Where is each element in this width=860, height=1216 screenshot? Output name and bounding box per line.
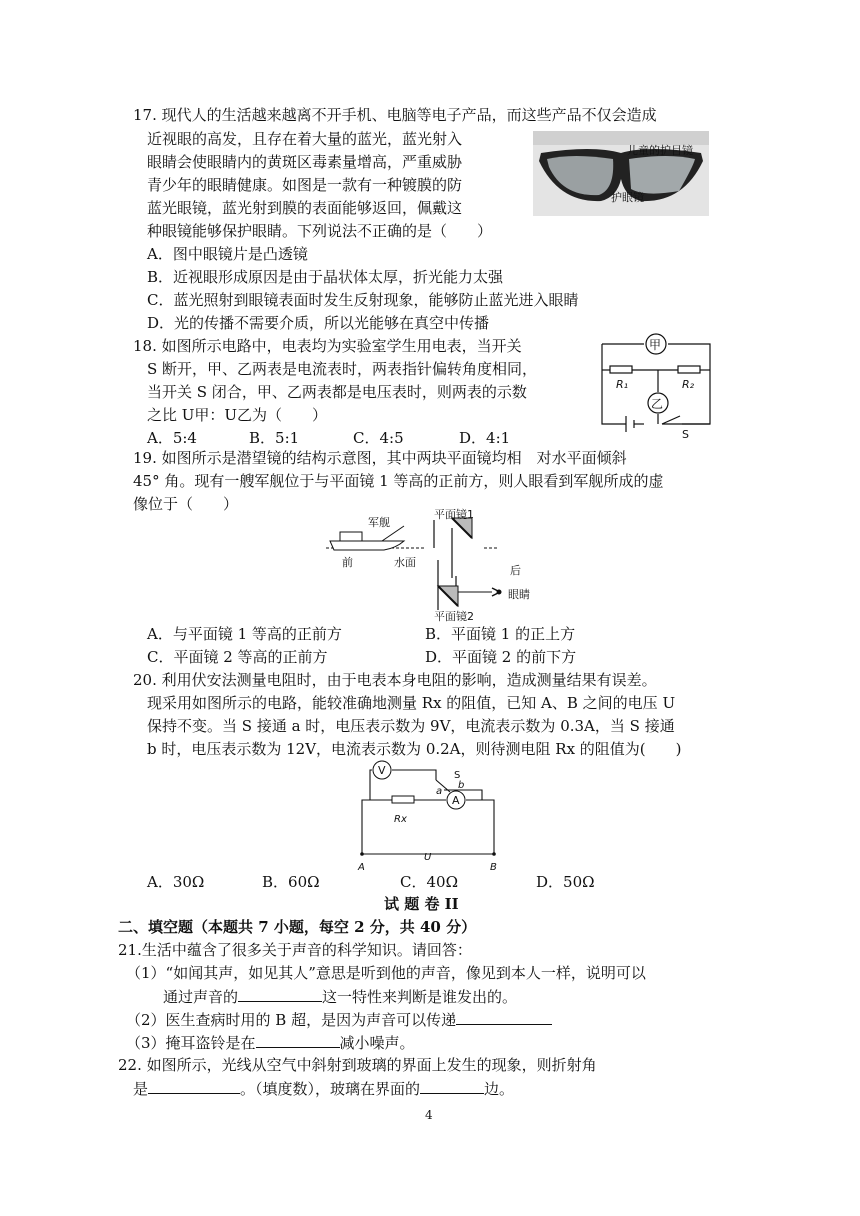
q21-sub-1a: （1）“如闻其声，如见其人”意思是听到他的声音，像见到本人一样，说明可以 <box>126 964 646 982</box>
q18-option-a: A．5:4 <box>147 429 197 447</box>
eye-icon <box>492 588 502 596</box>
svg-text:V: V <box>378 764 386 777</box>
ammeter-jia <box>646 334 666 354</box>
ship-label: 军舰 <box>368 516 390 529</box>
q18-circuit-diagram <box>592 332 722 442</box>
q20-option-a: A．30Ω <box>147 873 205 891</box>
q22-line-1: 22. 如图所示，光线从空气中斜射到玻璃的界面上发生的现象，则折射角 <box>118 1056 597 1074</box>
q18-line-2: S 断开，甲、乙两表是电流表时，两表指针偏转角度相同， <box>147 360 538 378</box>
rx-label: Rx <box>394 814 407 825</box>
resistor-rx <box>392 796 414 803</box>
q17-line-1: 17. 现代人的生活越来越离不开手机、电脑等电子产品，而这些产品不仅会造成 <box>133 106 657 124</box>
q18-line-3: 当开关 S 闭合，甲、乙两表都是电压表时，则两表的示数 <box>147 383 527 401</box>
voltage-u-label: U <box>424 852 432 863</box>
q18-option-d: D．4:1 <box>459 429 511 447</box>
switch-s-label: S <box>454 770 461 781</box>
q20-option-b: B．60Ω <box>262 873 320 891</box>
q19-option-c: C．平面镜 2 等高的正前方 <box>147 648 328 666</box>
q20-circuit-diagram <box>354 758 514 874</box>
part2-heading: 二、填空题（本题共 7 小题，每空 2 分，共 40 分） <box>118 918 477 936</box>
q20-line-1: 20. 利用伏安法测量电阻时，由于电表本身电阻的影响，造成测量结果有误差。 <box>133 671 657 689</box>
section-title: 试 题 卷 II <box>384 895 459 913</box>
periscope-diagram <box>324 506 544 624</box>
q20-line-4: b 时，电压表示数为 12V，电流表示数为 0.2A，则待测电阻 Rx 的阻值为( ) <box>147 740 682 758</box>
q19-option-a: A．与平面镜 1 等高的正前方 <box>147 625 342 643</box>
switch-label: S <box>682 428 689 441</box>
q17-line-3: 眼睛会使眼睛内的黄斑区毒素量增高，严重威胁 <box>147 153 463 171</box>
svg-text:A: A <box>452 794 460 807</box>
q18-option-b: B．5:1 <box>249 429 300 447</box>
q19-option-b: B．平面镜 1 的正上方 <box>425 625 576 643</box>
q20-line-2: 现采用如图所示的电路，能较准确地测量 Rx 的阻值，已知 A、B 之间的电压 U <box>147 694 676 712</box>
glasses-photo <box>533 131 709 216</box>
mirror2-label: 平面镜2 <box>434 610 474 623</box>
q17-line-4: 青少年的眼睛健康。如图是一款有一种镀膜的防 <box>147 176 463 194</box>
water-label: 水面 <box>394 556 416 569</box>
terminal-b-label: B <box>490 862 497 873</box>
svg-text:乙: 乙 <box>651 397 664 411</box>
q17-option-a: A．图中眼镜片是凸透镜 <box>147 245 308 263</box>
q20-option-c: C．40Ω <box>400 873 459 891</box>
q18-line-4: 之比 U甲：U乙为（ ） <box>147 406 328 424</box>
q19-line-2: 45° 角。现有一艘军舰位于与平面镜 1 等高的正前方，则人眼看到军舰所成的虚 <box>133 472 664 490</box>
point-a-label: a <box>436 786 443 797</box>
q17-option-b: B．近视眼形成原因是由于晶状体太厚，折光能力太强 <box>147 268 504 286</box>
answer-blank-4[interactable] <box>148 1077 240 1094</box>
q21-sub-1b: 通过声音的 这一特性来判断是谁发出的。 <box>163 985 517 1008</box>
r2-label: R₂ <box>682 378 695 391</box>
q17-line-2: 近视眼的高发，且存在着大量的蓝光，蓝光射入 <box>147 130 463 148</box>
answer-blank-1[interactable] <box>238 985 322 1002</box>
q20-option-d: D．50Ω <box>536 873 595 891</box>
svg-text:甲: 甲 <box>649 338 662 352</box>
q18-line-1: 18. 如图所示电路中，电表均为实验室学生用电表，当开关 <box>133 337 522 355</box>
point-b-label: b <box>458 780 465 791</box>
back-label: 后 <box>510 564 521 577</box>
q17-option-d: D．光的传播不需要介质，所以光能够在真空中传播 <box>147 314 490 332</box>
mirror1-label: 平面镜1 <box>434 508 474 521</box>
r1-label: R₁ <box>616 378 629 391</box>
q20-line-3: 保持不变。当 S 接通 a 时，电压表示数为 9V，电流表示数为 0.3A，当 S 接通 <box>147 717 675 735</box>
voltmeter <box>373 761 391 779</box>
q21-sub-2: （2）医生查病时用的 B 超，是因为声音可以传递 <box>126 1008 552 1031</box>
q22-line-2: 是 。（填度数），玻璃在界面的 边。 <box>133 1077 514 1100</box>
page-number: 4 <box>425 1108 433 1122</box>
q17-line-5: 蓝光眼镜，蓝光射到膜的表面能够返回，佩戴这 <box>147 199 463 217</box>
q21-sub-3: （3）掩耳盗铃是在 减小噪声。 <box>126 1031 415 1054</box>
q17-line-6: 种眼镜能够保护眼睛。下列说法不正确的是（ ） <box>147 222 493 240</box>
glasses-label-1: 儿童的护目镜 <box>627 144 693 157</box>
mirror-2 <box>438 586 458 606</box>
answer-blank-3[interactable] <box>256 1031 340 1048</box>
q21-line-1: 21.生活中蕴含了很多关于声音的科学知识。请回答： <box>118 941 472 959</box>
eye-label: 眼睛 <box>508 588 530 601</box>
ammeter <box>447 791 465 809</box>
q19-line-1: 19. 如图所示是潜望镜的结构示意图，其中两块平面镜均相 对水平面倾斜 <box>133 449 627 467</box>
q18-option-c: C．4:5 <box>353 429 404 447</box>
terminal-a-label: A <box>358 862 365 873</box>
answer-blank-5[interactable] <box>420 1077 484 1094</box>
q19-line-3: 像位于（ ） <box>133 495 239 513</box>
mirror-1 <box>452 518 472 538</box>
warship <box>330 526 404 550</box>
answer-blank-2[interactable] <box>456 1008 552 1025</box>
glasses-label-2: 护眼镜 <box>611 191 644 204</box>
q17-option-c: C．蓝光照射到眼镜表面时发生反射现象，能够防止蓝光进入眼睛 <box>147 291 579 309</box>
meter-yi <box>648 393 668 413</box>
front-label: 前 <box>342 556 353 569</box>
q19-option-d: D．平面镜 2 的前下方 <box>425 648 577 666</box>
